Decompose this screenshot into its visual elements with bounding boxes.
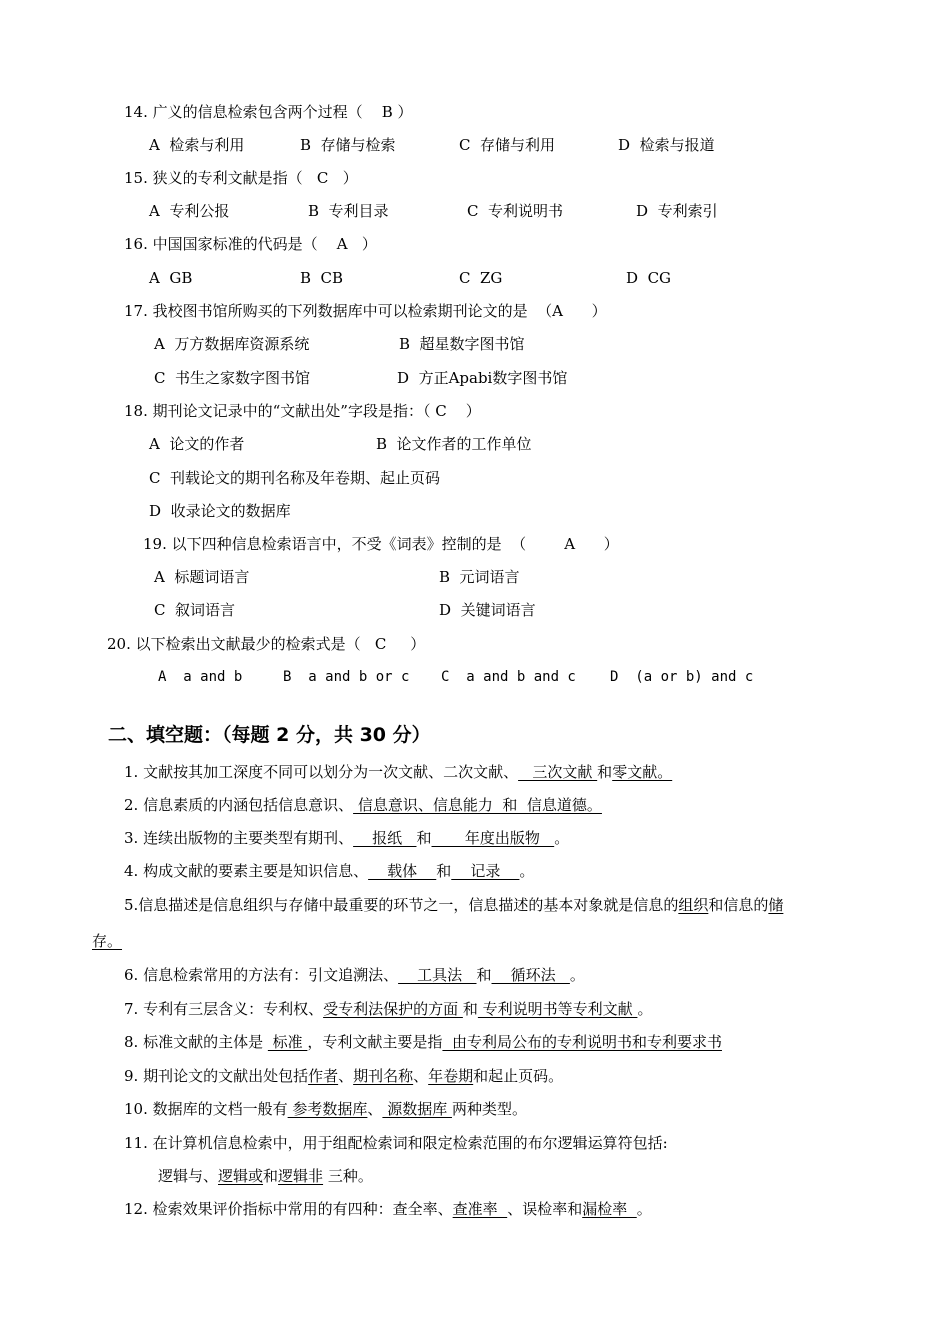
answer-blank: 储 (768, 896, 784, 914)
answer-blank: 逻辑或 (218, 1167, 264, 1185)
answer-blank: 参考数据库 (287, 1100, 368, 1118)
fill-item-10 (124, 1099, 527, 1119)
question-text: 9. 期刊论文的文献出处包括 (124, 1067, 309, 1085)
option-d: D 检索与报道 (618, 136, 715, 154)
answer-blank: 信息意识、信息能力 和 信息道德。 (353, 796, 602, 814)
fill-item-2 (124, 795, 602, 815)
answer-blank: 期刊名称 (353, 1067, 414, 1085)
question-text: 1. 文献按其加工深度不同可以划分为一次文献、二次文献、 (124, 763, 519, 781)
question-options-17-row2 (0, 368, 950, 388)
question-options-18-row3 (0, 501, 950, 521)
question-options-18-row2 (0, 468, 950, 488)
question-text: 。 (637, 1000, 653, 1018)
option-d: D 收录论文的数据库 (149, 502, 291, 520)
answer-blank: 组织 (678, 896, 709, 914)
fill-item-8 (124, 1032, 722, 1052)
option-a: A 检索与利用 (149, 136, 245, 154)
option-c: C 专利说明书 (467, 202, 564, 220)
question-text: 、 (413, 1067, 429, 1085)
question-options-20 (0, 667, 950, 687)
option-b: B 存储与检索 (300, 136, 396, 154)
option-a: A GB (149, 269, 193, 287)
answer-blank: 工具法 (398, 966, 477, 984)
answer-blank: 作者 (308, 1067, 339, 1085)
fill-item-5-cont (92, 931, 122, 951)
option-d: D (a or b) and c (610, 669, 754, 685)
question-text: 和 (416, 829, 432, 847)
question-text: 5.信息描述是信息组织与存储中最重要的环节之一，信息描述的基本对象就是信息的 (124, 896, 679, 914)
answer-blank: 载体 (368, 862, 437, 880)
fill-item-6 (124, 965, 585, 985)
option-a: A 标题词语言 (154, 568, 250, 586)
option-c: C ZG (459, 269, 503, 287)
answer-blank: 存。 (92, 932, 123, 950)
answer-blank: 循环法 (491, 966, 570, 984)
option-d: D 关键词语言 (439, 601, 536, 619)
question-text: 和 (436, 862, 452, 880)
question-text: 3. 连续出版物的主要类型有期刊、 (124, 829, 354, 847)
question-text: 。 (569, 966, 585, 984)
answer-blank: 三次文献 (518, 763, 598, 781)
question-options-16 (0, 268, 950, 288)
option-b: B a and b or c (283, 669, 410, 685)
fill-item-11-cont (158, 1166, 373, 1186)
answer-blank: 查准率 (452, 1200, 508, 1218)
option-c: C 刊载论文的期刊名称及年卷期、起止页码 (149, 469, 441, 487)
option-c: C 叙词语言 (154, 601, 236, 619)
fill-item-12 (124, 1199, 652, 1219)
fill-item-7 (124, 999, 652, 1019)
answer-blank: 源数据库 (382, 1100, 452, 1118)
question-text: 和 (263, 1167, 279, 1185)
option-b: B 元词语言 (439, 568, 520, 586)
fill-item-3 (124, 828, 569, 848)
question-stem-20: 20. 以下检索出文献最少的检索式是（ C ） (107, 635, 426, 653)
section-title-fill-blank: 二、填空题：（每题 2 分，共 30 分） (108, 724, 431, 746)
question-text: 逻辑与、 (158, 1167, 219, 1185)
answer-blank: 漏检率 (582, 1200, 637, 1218)
answer-blank: 受专利法保护的方面 (323, 1000, 463, 1018)
question-stem-15: 15. 狭义的专利文献是指（ C ） (124, 169, 358, 187)
option-a: A 万方数据库资源系统 (154, 335, 310, 353)
question-options-17-row1 (0, 334, 950, 354)
question-text: 2. 信息素质的内涵包括信息意识、 (124, 796, 354, 814)
question-stem-14: 14. 广义的信息检索包含两个过程（ B ） (124, 103, 413, 121)
question-text: 10. 数据库的文档一般有 (124, 1100, 288, 1118)
question-text: 三种。 (323, 1167, 373, 1185)
question-text: 、 (338, 1067, 354, 1085)
question-text: 和起止页码。 (473, 1067, 564, 1085)
option-a: A a and b (158, 669, 243, 685)
question-text: 、误检率和 (507, 1200, 583, 1218)
question-options-15 (0, 201, 950, 221)
option-c: C 书生之家数字图书馆 (154, 369, 311, 387)
option-c: C a and b and c (441, 669, 576, 685)
question-options-18-row1 (0, 434, 950, 454)
answer-blank: 年度出版物 (431, 829, 555, 847)
fill-item-9 (124, 1066, 563, 1086)
option-b: B 专利目录 (308, 202, 389, 220)
option-d: D 方正Apabi数字图书馆 (397, 369, 568, 387)
answer-blank: 零文献。 (612, 763, 673, 781)
question-options-14 (0, 135, 950, 155)
fill-item-5 (124, 895, 783, 915)
option-c: C 存储与利用 (459, 136, 556, 154)
fill-item-4 (124, 861, 534, 881)
question-text: 两种类型。 (451, 1100, 527, 1118)
question-text: 11. 在计算机信息检索中，用于组配检索词和限定检索范围的布尔逻辑运算符包括: (124, 1134, 668, 1152)
question-stem-17: 17. 我校图书馆所购买的下列数据库中可以检索期刊论文的是 （A ） (124, 302, 607, 320)
question-text: ，专利文献主要是指 (307, 1033, 443, 1051)
question-text: 6. 信息检索常用的方法有：引文追溯法、 (124, 966, 399, 984)
fill-item-1 (124, 762, 672, 782)
answer-blank: 报纸 (353, 829, 417, 847)
question-text: 和 (462, 1000, 478, 1018)
question-text: 。 (519, 862, 535, 880)
option-a: A 论文的作者 (149, 435, 245, 453)
question-text: 和信息的 (708, 896, 769, 914)
question-text: 8. 标准文献的主体是 (124, 1033, 268, 1051)
question-text: 。 (636, 1200, 652, 1218)
option-d: D CG (626, 269, 672, 287)
answer-blank: 年卷期 (428, 1067, 474, 1085)
question-text: 和 (476, 966, 492, 984)
question-text: 。 (554, 829, 570, 847)
option-d: D 专利索引 (636, 202, 718, 220)
option-b: B 论文作者的工作单位 (376, 435, 532, 453)
question-options-19-row2 (0, 600, 950, 620)
question-text: 12. 检索效果评价指标中常用的有四种：查全率、 (124, 1200, 453, 1218)
question-text: 4. 构成文献的要素主要是知识信息、 (124, 862, 369, 880)
option-b: B 超星数字图书馆 (399, 335, 525, 353)
question-text: 7. 专利有三层含义：专利权、 (124, 1000, 324, 1018)
fill-item-11 (124, 1133, 668, 1153)
question-text: 和 (597, 763, 613, 781)
option-b: B CB (300, 269, 344, 287)
question-options-19-row1 (0, 567, 950, 587)
question-stem-16: 16. 中国国家标准的代码是（ A ） (124, 235, 377, 253)
answer-blank: 由专利局公布的专利说明书和专利要求书 (442, 1033, 722, 1051)
question-stem-18: 18. 期刊论文记录中的“文献出处”字段是指：（ C ） (124, 402, 481, 420)
answer-blank: 逻辑非 (278, 1167, 324, 1185)
answer-blank: 专利说明书等专利文献 (477, 1000, 638, 1018)
question-stem-19: 19. 以下四种信息检索语言中，不受《词表》控制的是 （ A ） (143, 535, 619, 553)
option-a: A 专利公报 (149, 202, 230, 220)
answer-blank: 记录 (451, 862, 520, 880)
question-text: 、 (367, 1100, 383, 1118)
answer-blank: 标准 (267, 1033, 308, 1051)
